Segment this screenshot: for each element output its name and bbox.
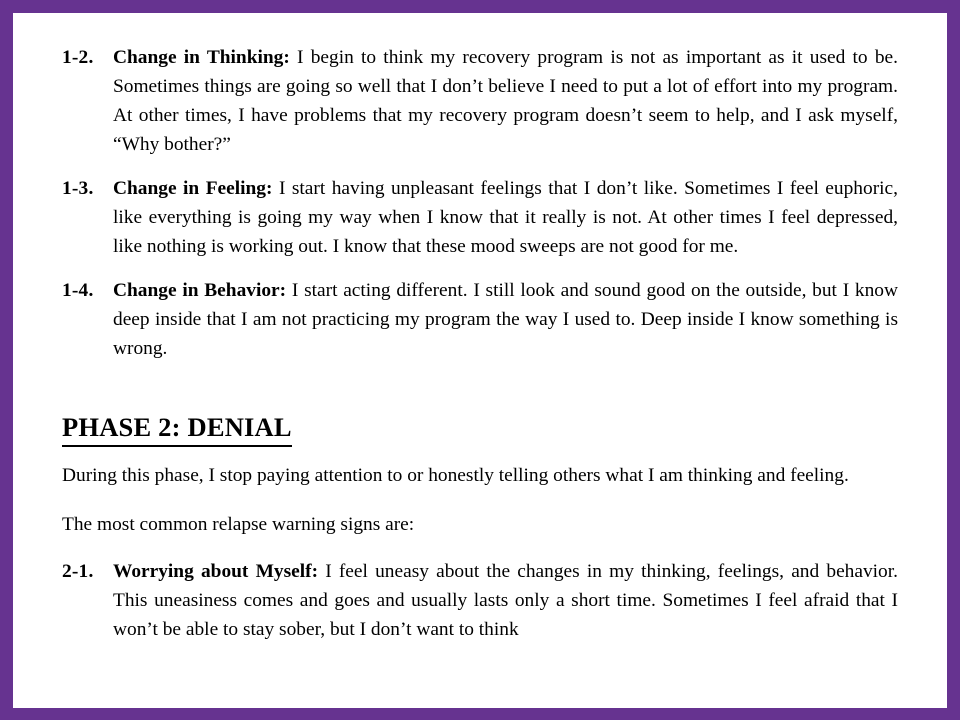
list-item-body: I feel uneasy about the changes in my thinking, feelings, and behavior. This uneasiness comes and goes and usually lasts only a short time. Sometimes I feel afraid that I won’t be able to stay sober, but I don’t want to think <box>113 561 898 640</box>
list-item-number: 1-2. <box>62 47 94 68</box>
warning-signs-lead-in: The most common relapse warning signs are: <box>62 514 415 535</box>
section-heading-text: PHASE 2: DENIAL <box>62 410 292 447</box>
list-item-lead-label: Change in Thinking: <box>113 47 290 68</box>
list-item-body: I start having unpleasant feelings that I don’t like. Sometimes I feel euphoric, like everything is going my way when I know that it really is not. At other times I feel depressed, like nothing is working out. I know that these mood sweeps are not good for me. <box>113 178 898 257</box>
list-item-number: 1-4. <box>62 280 94 301</box>
list-item-number: 2-1. <box>62 561 94 582</box>
list-item <box>62 43 898 159</box>
intro-paragraph: During this phase, I stop paying attention to or honestly telling others what I am thinking and feeling. <box>62 465 849 486</box>
list-item-lead-label: Worrying about Myself: <box>113 561 319 582</box>
list-item-body: I begin to think my recovery program is not as important as it used to be. Sometimes things are going so well that I don’t believe I need to put a lot of effort into my program. At other times, I have problems that my recovery program doesn’t seem to help, and I ask myself, “Why bother?” <box>113 47 898 155</box>
list-item-lead-label: Change in Behavior: <box>113 280 287 301</box>
section-heading <box>62 410 898 447</box>
list-item-body: I start acting different. I still look and sound good on the outside, but I know deep inside that I am not practicing my program the way I used to. Deep inside I know something is wrong. <box>113 280 898 359</box>
list-item <box>62 276 898 363</box>
list-item <box>62 174 898 261</box>
list-item-lead-label: Change in Feeling: <box>113 178 273 199</box>
list-item <box>62 557 898 644</box>
list-item-number: 1-3. <box>62 178 94 199</box>
document-page <box>13 13 947 708</box>
document-content <box>62 43 898 644</box>
